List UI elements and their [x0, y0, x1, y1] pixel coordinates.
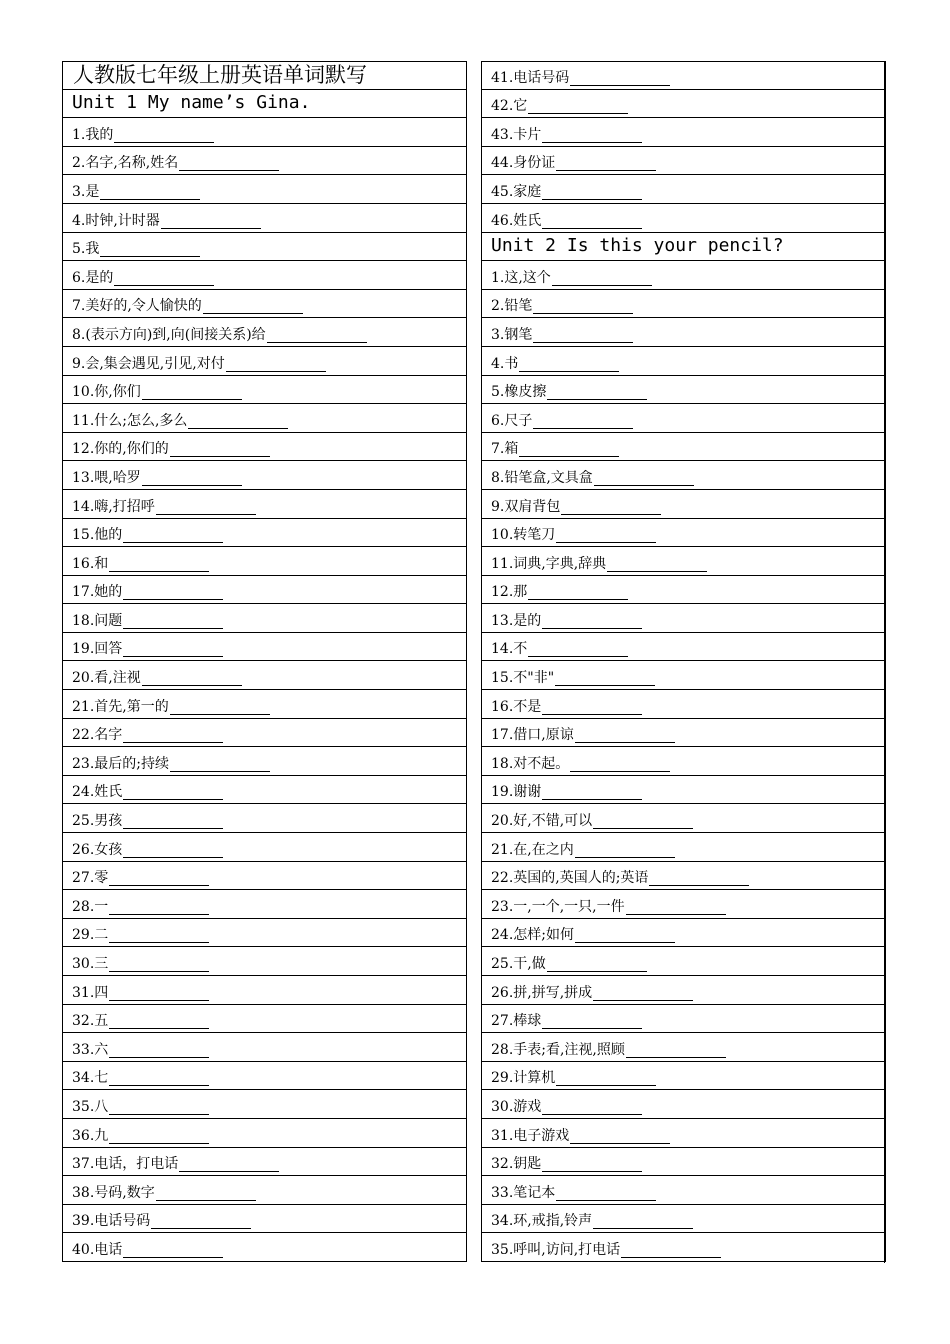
word-row	[481, 1005, 886, 1034]
word-row	[481, 261, 886, 290]
word-prompt: 36.九	[72, 1127, 109, 1144]
answer-blank[interactable]	[170, 443, 270, 457]
answer-blank[interactable]	[607, 558, 707, 572]
word-prompt: 3.钢笔	[491, 326, 533, 343]
word-prompt: 26.拼,拼写,拼成	[491, 984, 593, 1001]
word-row	[481, 947, 886, 976]
answer-blank[interactable]	[547, 958, 647, 972]
word-row	[481, 175, 886, 204]
word-row	[62, 233, 467, 262]
word-prompt: 29.计算机	[491, 1070, 556, 1087]
word-row	[62, 719, 467, 748]
word-row	[62, 1062, 467, 1091]
answer-blank[interactable]	[123, 586, 223, 600]
answer-blank[interactable]	[123, 529, 223, 543]
answer-blank[interactable]	[594, 472, 694, 486]
answer-blank[interactable]	[267, 329, 367, 343]
word-row	[62, 947, 467, 976]
word-prompt: 27.零	[72, 870, 109, 887]
word-prompt: 20.看,注视	[72, 670, 141, 687]
word-row	[481, 661, 886, 690]
word-prompt: 15.不"非"	[491, 670, 555, 687]
answer-blank[interactable]	[519, 443, 619, 457]
answer-blank[interactable]	[109, 987, 209, 1001]
word-row	[481, 576, 886, 605]
word-row	[62, 347, 467, 376]
answer-blank[interactable]	[575, 929, 675, 943]
answer-blank[interactable]	[203, 300, 303, 314]
answer-blank[interactable]	[161, 215, 261, 229]
word-row	[62, 433, 467, 462]
word-prompt: 42.它	[491, 98, 528, 115]
word-prompt: 32.五	[72, 1013, 109, 1030]
unit1-continued-list	[481, 61, 886, 233]
word-prompt: 39.电话号码	[72, 1213, 151, 1230]
word-prompt: 28.手表;看,注视,照顾	[491, 1041, 625, 1058]
word-prompt: 1.这,这个	[491, 269, 551, 286]
word-row	[481, 1090, 886, 1119]
word-prompt: 20.好,不错,可以	[491, 813, 593, 830]
answer-blank[interactable]	[593, 987, 693, 1001]
answer-blank[interactable]	[142, 472, 242, 486]
answer-blank[interactable]	[570, 72, 670, 86]
word-row	[481, 1033, 886, 1062]
answer-blank[interactable]	[519, 358, 619, 372]
word-row	[62, 890, 467, 919]
word-row	[62, 804, 467, 833]
right-column	[481, 61, 886, 1262]
word-prompt: 15.他的	[72, 527, 123, 544]
word-row	[481, 490, 886, 519]
answer-blank[interactable]	[109, 1072, 209, 1086]
word-prompt: 16.和	[72, 555, 109, 572]
answer-blank[interactable]	[570, 1130, 670, 1144]
word-row	[481, 747, 886, 776]
word-prompt: 34.环,戒指,铃声	[491, 1213, 593, 1230]
word-row	[481, 890, 886, 919]
word-prompt: 12.你的,你们的	[72, 441, 169, 458]
word-prompt: 9.会,集会遇见,引见,对付	[72, 355, 225, 372]
answer-blank[interactable]	[626, 1044, 726, 1058]
answer-blank[interactable]	[123, 615, 223, 629]
word-row	[481, 1233, 886, 1262]
word-prompt: 6.是的	[72, 269, 114, 286]
word-row	[481, 347, 886, 376]
word-row	[481, 547, 886, 576]
word-row	[62, 1005, 467, 1034]
word-row	[481, 976, 886, 1005]
word-prompt: 30.三	[72, 956, 109, 972]
answer-blank[interactable]	[555, 672, 655, 686]
word-row	[62, 862, 467, 891]
word-row	[481, 776, 886, 805]
word-prompt: 9.双肩背包	[491, 498, 561, 515]
answer-blank[interactable]	[528, 643, 628, 657]
answer-blank[interactable]	[542, 615, 642, 629]
answer-blank[interactable]	[109, 558, 209, 572]
word-row	[481, 862, 886, 891]
answer-blank[interactable]	[170, 701, 270, 715]
word-row	[481, 433, 886, 462]
word-prompt: 26.女孩	[72, 841, 123, 858]
answer-blank[interactable]	[156, 1187, 256, 1201]
word-row	[62, 1148, 467, 1177]
answer-blank[interactable]	[552, 272, 652, 286]
answer-blank[interactable]	[556, 529, 656, 543]
word-prompt: 43.卡片	[491, 126, 542, 143]
answer-blank[interactable]	[123, 643, 223, 657]
unit2-heading: Unit 2 Is this your pencil?	[481, 233, 886, 262]
word-prompt: 35.呼叫,访问,打电话	[491, 1241, 621, 1258]
answer-blank[interactable]	[100, 186, 200, 200]
answer-blank[interactable]	[109, 1044, 209, 1058]
word-row	[481, 90, 886, 119]
answer-blank[interactable]	[570, 758, 670, 772]
word-prompt: 14.嗨,打招呼	[72, 498, 155, 515]
word-row	[481, 604, 886, 633]
answer-blank[interactable]	[556, 157, 656, 171]
word-row	[62, 919, 467, 948]
page-title: 人教版七年级上册英语单词默写	[62, 61, 467, 90]
word-row	[481, 633, 886, 662]
word-prompt: 33.六	[72, 1041, 109, 1058]
word-prompt: 29.二	[72, 927, 109, 944]
word-prompt: 31.电子游戏	[491, 1127, 570, 1144]
word-row	[62, 576, 467, 605]
word-row	[481, 404, 886, 433]
word-prompt: 31.四	[72, 984, 109, 1001]
word-prompt: 45.家庭	[491, 183, 542, 200]
word-prompt: 6.尺子	[491, 412, 533, 429]
word-row	[481, 461, 886, 490]
word-row	[62, 1119, 467, 1148]
word-prompt: 2.名字,名称,姓名	[72, 155, 179, 172]
answer-blank[interactable]	[109, 1101, 209, 1115]
answer-blank[interactable]	[542, 186, 642, 200]
word-prompt: 7.箱	[491, 441, 519, 458]
word-row	[62, 747, 467, 776]
answer-blank[interactable]	[542, 1015, 642, 1029]
answer-blank[interactable]	[542, 1101, 642, 1115]
word-row	[62, 1033, 467, 1062]
word-row	[62, 175, 467, 204]
word-prompt: 17.借口,原谅	[491, 727, 574, 744]
answer-blank[interactable]	[533, 329, 633, 343]
answer-blank[interactable]	[528, 586, 628, 600]
answer-blank[interactable]	[123, 729, 223, 743]
answer-blank[interactable]	[533, 415, 633, 429]
word-prompt: 5.橡皮擦	[491, 384, 547, 401]
word-prompt: 21.在,在之内	[491, 841, 574, 858]
answer-blank[interactable]	[542, 701, 642, 715]
word-prompt: 30.游戏	[491, 1098, 542, 1115]
answer-blank[interactable]	[542, 1158, 642, 1172]
answer-blank[interactable]	[528, 100, 628, 114]
answer-blank[interactable]	[533, 300, 633, 314]
word-row	[481, 318, 886, 347]
word-row	[62, 461, 467, 490]
answer-blank[interactable]	[142, 386, 242, 400]
word-prompt: 16.不是	[491, 698, 542, 715]
word-prompt: 19.回答	[72, 641, 123, 658]
word-prompt: 4.时钟,计时器	[72, 212, 160, 229]
word-prompt: 37.电话，打电话	[72, 1156, 179, 1173]
answer-blank[interactable]	[123, 1244, 223, 1258]
word-prompt: 32.钥匙	[491, 1156, 542, 1173]
word-row	[481, 61, 886, 90]
answer-blank[interactable]	[575, 844, 675, 858]
left-word-list	[62, 118, 467, 1262]
word-prompt: 38.号码,数字	[72, 1184, 155, 1201]
word-prompt: 18.问题	[72, 612, 123, 629]
answer-blank[interactable]	[556, 1072, 656, 1086]
answer-blank[interactable]	[621, 1244, 721, 1258]
word-row	[62, 604, 467, 633]
word-prompt: 24.怎样;如何	[491, 927, 574, 944]
answer-blank[interactable]	[575, 729, 675, 743]
answer-blank[interactable]	[649, 872, 749, 886]
answer-blank[interactable]	[179, 157, 279, 171]
answer-blank[interactable]	[626, 901, 726, 915]
word-row	[481, 1119, 886, 1148]
answer-blank[interactable]	[109, 958, 209, 972]
word-row	[481, 376, 886, 405]
word-row	[481, 1176, 886, 1205]
answer-blank[interactable]	[109, 1015, 209, 1029]
answer-blank[interactable]	[123, 786, 223, 800]
word-row	[62, 1090, 467, 1119]
answer-blank[interactable]	[593, 1215, 693, 1229]
word-row	[62, 118, 467, 147]
answer-blank[interactable]	[109, 872, 209, 886]
word-row	[62, 833, 467, 862]
word-row	[481, 519, 886, 548]
word-row	[62, 490, 467, 519]
answer-blank[interactable]	[123, 844, 223, 858]
word-prompt: 4.书	[491, 355, 519, 372]
word-prompt: 2.铅笔	[491, 298, 533, 315]
word-prompt: 12.那	[491, 584, 528, 601]
word-prompt: 17.她的	[72, 584, 123, 601]
unit2-word-list	[481, 261, 886, 1262]
word-row	[481, 919, 886, 948]
word-row	[62, 547, 467, 576]
word-row	[481, 1205, 886, 1234]
word-prompt: 18.对不起。	[491, 755, 570, 772]
answer-blank[interactable]	[142, 672, 242, 686]
word-row	[62, 1205, 467, 1234]
word-row	[62, 204, 467, 233]
answer-blank[interactable]	[123, 815, 223, 829]
word-row	[62, 690, 467, 719]
word-row	[62, 404, 467, 433]
answer-blank[interactable]	[151, 1215, 251, 1229]
word-row	[62, 776, 467, 805]
word-row	[62, 290, 467, 319]
word-row	[62, 976, 467, 1005]
word-prompt: 44.身份证	[491, 155, 556, 172]
word-prompt: 10.转笔刀	[491, 527, 556, 544]
word-prompt: 8.(表示方向)到,向(间接关系)给	[72, 326, 266, 343]
word-prompt: 23.一,一个,一只,一件	[491, 898, 625, 915]
word-prompt: 34.七	[72, 1070, 109, 1087]
word-prompt: 13.是的	[491, 612, 542, 629]
word-prompt: 3.是	[72, 183, 100, 200]
word-prompt: 8.铅笔盒,文具盒	[491, 469, 593, 486]
word-prompt: 21.首先,第一的	[72, 698, 169, 715]
word-prompt: 10.你,你们	[72, 384, 141, 401]
word-prompt: 27.棒球	[491, 1013, 542, 1030]
word-prompt: 25.干,做	[491, 956, 546, 972]
word-row	[481, 204, 886, 233]
answer-blank[interactable]	[114, 272, 214, 286]
word-prompt: 25.男孩	[72, 813, 123, 830]
word-prompt: 7.美好的,令人愉快的	[72, 298, 202, 315]
word-row	[481, 1148, 886, 1177]
answer-blank[interactable]	[226, 358, 326, 372]
word-prompt: 14.不	[491, 641, 528, 658]
word-prompt: 19.谢谢	[491, 784, 542, 801]
answer-blank[interactable]	[109, 1130, 209, 1144]
answer-blank[interactable]	[109, 901, 209, 915]
word-prompt: 11.词典,字典,辞典	[491, 555, 607, 572]
word-row	[481, 833, 886, 862]
word-prompt: 23.最后的;持续	[72, 755, 169, 772]
word-prompt: 13.喂,哈罗	[72, 469, 141, 486]
answer-blank[interactable]	[156, 501, 256, 515]
answer-blank[interactable]	[556, 1187, 656, 1201]
word-prompt: 22.英国的,英国人的;英语	[491, 870, 649, 887]
answer-blank[interactable]	[170, 758, 270, 772]
word-prompt: 11.什么;怎么,多么	[72, 412, 188, 429]
word-prompt: 1.我的	[72, 126, 114, 143]
answer-blank[interactable]	[179, 1158, 279, 1172]
answer-blank[interactable]	[542, 129, 642, 143]
unit1-heading: Unit 1 My name’s Gina.	[62, 90, 467, 119]
word-row	[481, 1062, 886, 1091]
word-prompt: 22.名字	[72, 727, 123, 744]
word-row	[62, 1233, 467, 1262]
answer-blank[interactable]	[109, 929, 209, 943]
word-prompt: 28.一	[72, 898, 109, 915]
answer-blank[interactable]	[542, 786, 642, 800]
left-column	[62, 61, 467, 1262]
answer-blank[interactable]	[593, 815, 693, 829]
word-row	[62, 633, 467, 662]
word-row	[481, 147, 886, 176]
word-row	[481, 290, 886, 319]
answer-blank[interactable]	[114, 129, 214, 143]
word-row	[481, 804, 886, 833]
answer-blank[interactable]	[188, 415, 288, 429]
word-prompt: 46.姓氏	[491, 212, 542, 229]
word-row	[62, 147, 467, 176]
word-prompt: 41.电话号码	[491, 69, 570, 86]
word-row	[62, 661, 467, 690]
word-prompt: 35.八	[72, 1098, 109, 1115]
answer-blank[interactable]	[100, 243, 200, 257]
word-row	[481, 719, 886, 748]
word-prompt: 40.电话	[72, 1241, 123, 1258]
word-prompt: 33.笔记本	[491, 1184, 556, 1201]
answer-blank[interactable]	[547, 386, 647, 400]
answer-blank[interactable]	[542, 215, 642, 229]
word-row	[62, 1176, 467, 1205]
word-row	[62, 261, 467, 290]
word-row	[481, 690, 886, 719]
word-row	[62, 519, 467, 548]
word-row	[481, 118, 886, 147]
word-prompt: 5.我	[72, 241, 100, 258]
answer-blank[interactable]	[561, 501, 661, 515]
word-row	[62, 376, 467, 405]
word-prompt: 24.姓氏	[72, 784, 123, 801]
word-row	[62, 318, 467, 347]
